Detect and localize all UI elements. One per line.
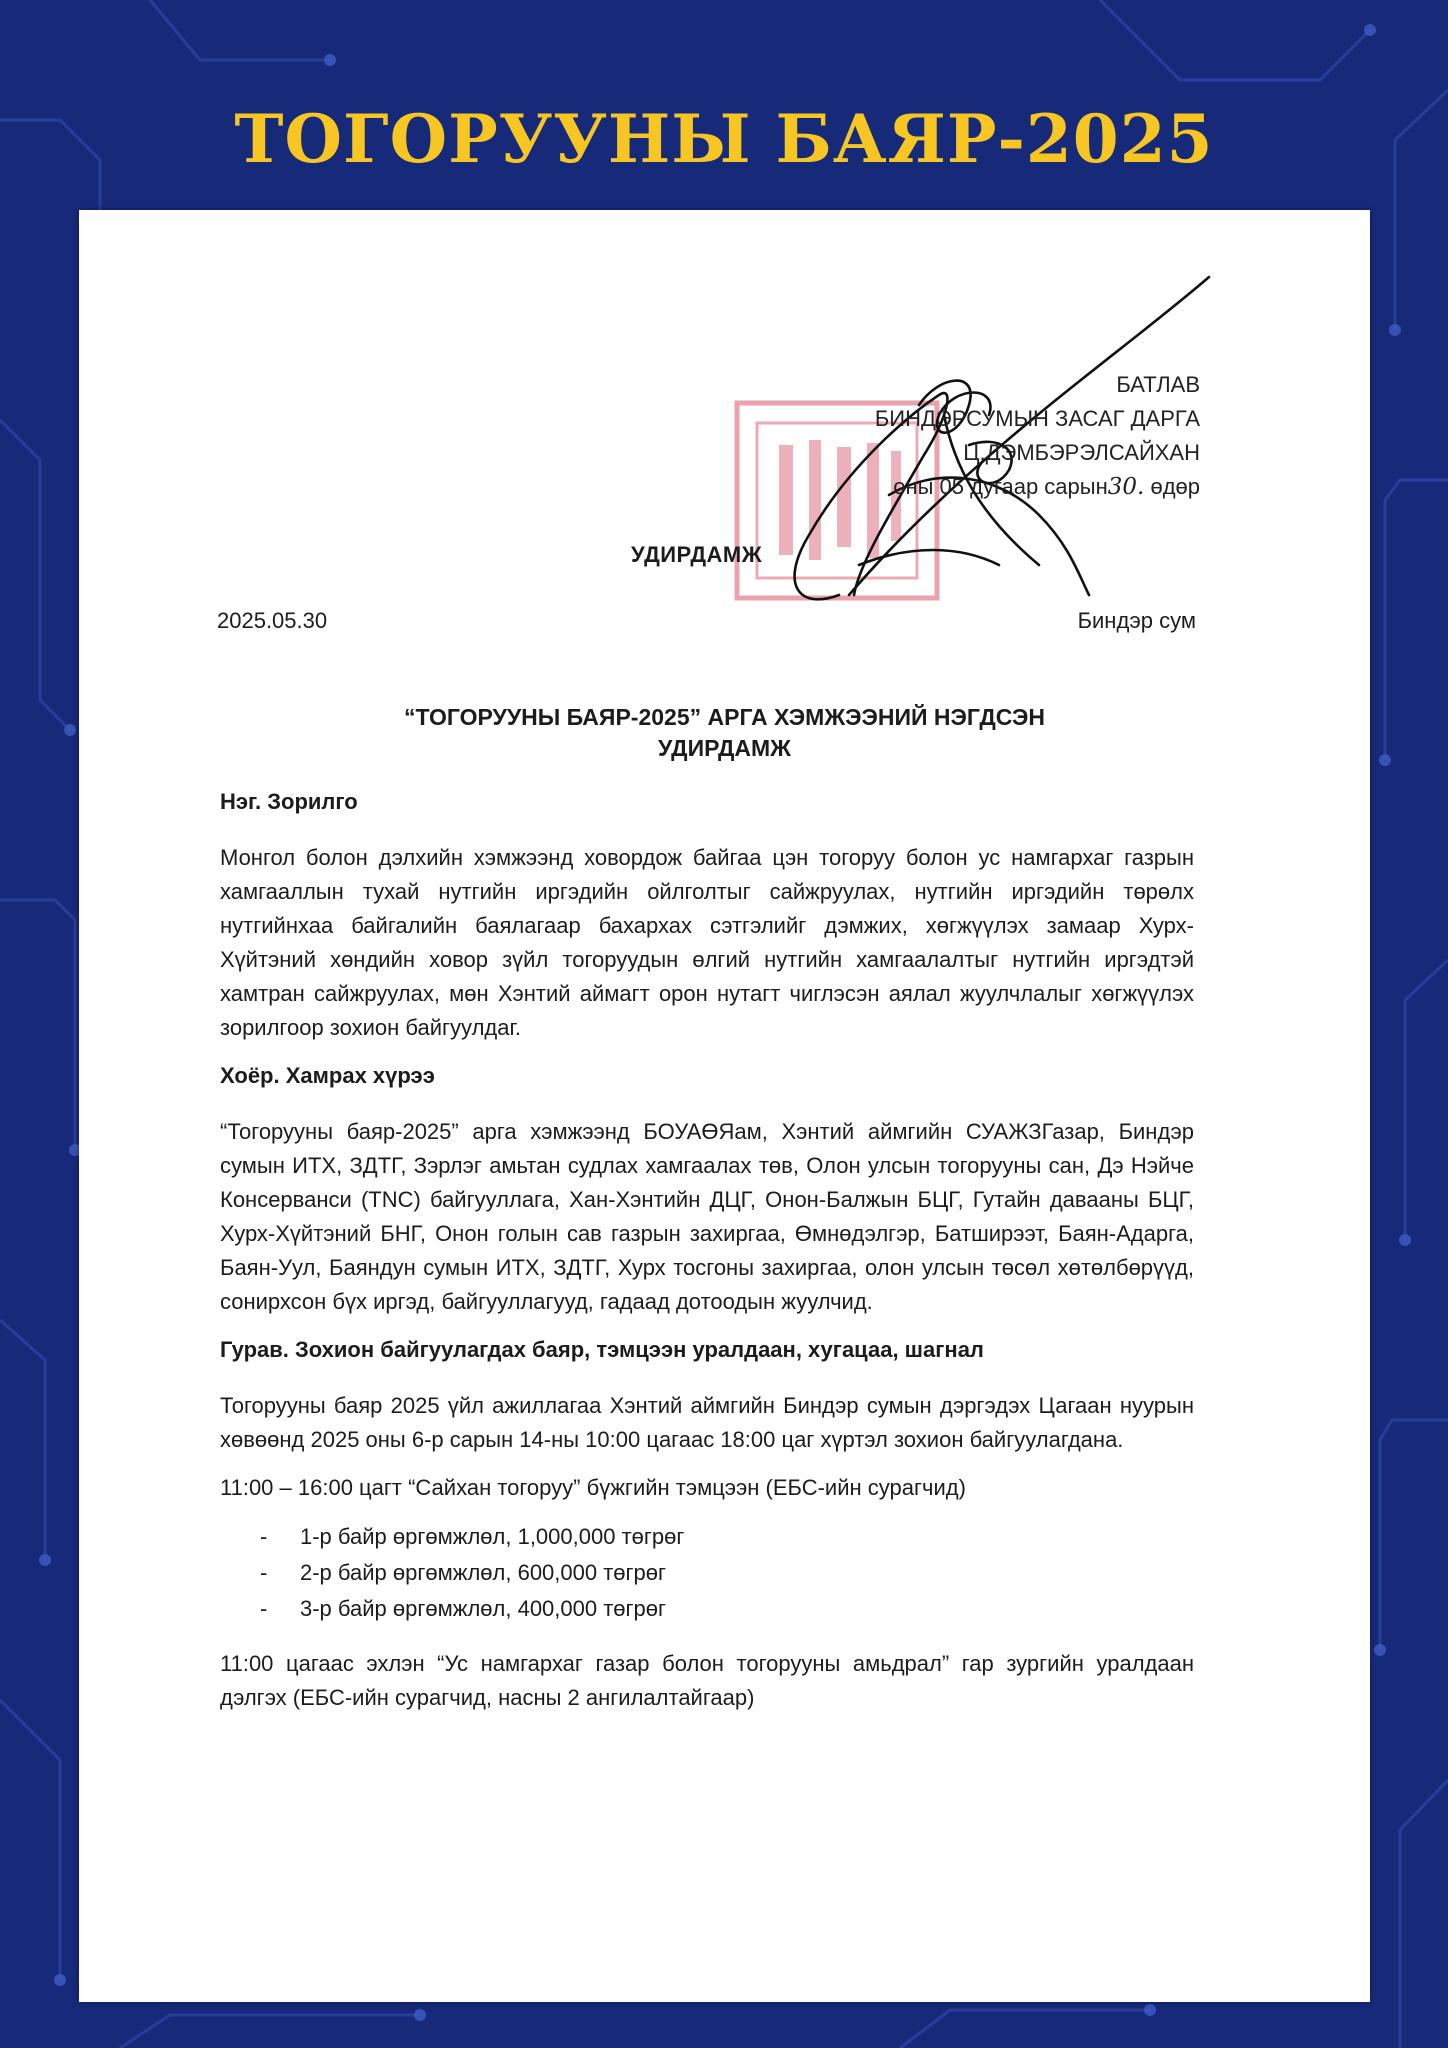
document-title-line-1: “ТОГОРУУНЫ БАЯР-2025” АРГА ХЭМЖЭЭНИЙ НЭГДСЭН: [403, 704, 1046, 730]
document-date: 2025.05.30: [217, 608, 328, 633]
approval-line-3: Ц.ДЭМБЭРЭЛСАЙХАН: [963, 440, 1200, 465]
prize-first: 1-р байр өргөмжлөл, 1,000,000 төгрөг: [300, 1524, 685, 1549]
list-item: - 3-р байр өргөмжлөл, 400,000 төгрөг: [260, 1596, 667, 1621]
section-2-text: “Тогорууны баяр-2025” арга хэмжээнд БОУАӨЯам, Хэнтий аймгийн СУАЖЗГазар, Биндэр сумын ИТХ, ЗДТГ, Зэрлэг амьтан судлах хамгаалах төв, Олон улсын тогорууны сан, Дэ Нэйче Консерванси (TNC) байгууллага, Хан-Хэнтийн ДЦГ, Онон-Балжын БЦГ, Гутайн давааны БЦГ, Хурх-Хүйтэний БНГ, Онон голын сав газрын захиргаа, Өмнөдэлгэр, Батширээт, Баян-Адарга, Баян-Уул, Баяндун сумын ИТХ, ЗДТГ, Хурх тосгоны захиргаа, олон улсын төсөл хөтөлбөрүүд, сонирхсон бүх иргэд, байгууллагууд, гадаад дотоодын жуулчид.: [220, 1119, 1194, 1314]
document-sheet: [79, 210, 1370, 2002]
list-item: - 2-р байр өргөмжлөл, 600,000 төгрөг: [260, 1560, 667, 1585]
list-item: - 1-р байр өргөмжлөл, 1,000,000 төгрөг: [260, 1524, 685, 1549]
approval-block: [780, 368, 1200, 504]
section-3-text: Тогорууны баяр 2025 үйл ажиллагаа Хэнтий аймгийн Биндэр сумын дэргэдэх Цагаан нуурын хөвөөнд 2025 оны 6-р сарын 14-ны 10:00 цагаас 18:00 цаг хүртэл зохион байгуулагдана.: [220, 1393, 1194, 1452]
approval-date-text: оны 05 дугаар сарын: [893, 474, 1108, 499]
approval-date-suffix: өдөр: [1150, 474, 1200, 499]
approval-line-2: БИНДЭРСУМЫН ЗАСАГ ДАРГА: [874, 406, 1200, 431]
approval-date-handwritten: 30.: [1107, 474, 1145, 500]
prize-second: 2-р байр өргөмжлөл, 600,000 төгрөг: [300, 1560, 667, 1585]
approval-line-1: БАТЛАВ: [1116, 372, 1200, 397]
document-place: Биндэр сум: [1077, 608, 1196, 633]
prize-list: [260, 1519, 1194, 1627]
document-page: [79, 210, 1370, 2002]
document-type: УДИРДАМЖ: [631, 542, 763, 567]
document-title-line-2: УДИРДАМЖ: [658, 735, 791, 761]
section-1-text: Монгол болон дэлхийн хэмжээнд ховордож байгаа цэн тогоруу болон ус намгархаг газрын хамгааллын тухай нутгийн иргэдийн ойлголтыг сайжруулах, нутгийн иргэдийн төрөлх нутгийнхаа байгалийн баялагаар бахархах сэтгэлийг дэмжих, хөгжүүлэх замаар Хурх-Хүйтэний хөндийн ховор зүйл тогоруудын өлгий нутгийн хамгаалалтыг нутгийн иргэдтэй хамтран сайжруулах, мөн Хэнтий аймагт орон нутагт чиглэсэн аялал жуулчлалыг хөгжүүлэх зорилгоор зохион байгуулдаг.: [220, 845, 1194, 1040]
document-body: [220, 785, 1194, 1729]
poster-title: ТОГОРУУНЫ БАЯР-2025: [234, 100, 1214, 178]
prize-third: 3-р байр өргөмжлөл, 400,000 төгрөг: [300, 1596, 667, 1621]
section-1-heading: Нэг. Зорилго: [220, 789, 358, 814]
document-title: [79, 702, 1370, 764]
approval-date: [780, 470, 1200, 504]
event-drawing-contest: 11:00 цагаас эхлэн “Ус намгархаг газар болон тогорууны амьдрал” гар зургийн уралдаан дэлгэх (ЕБС-ийн сурагчид, насны 2 ангилалтайгаар): [220, 1651, 1194, 1710]
event-dance-contest: 11:00 – 16:00 цагт “Сайхан тогоруу” бүжгийн тэмцээн (ЕБС-ийн сурагчид): [220, 1475, 966, 1500]
section-2-heading: Хоёр. Хамрах хүрээ: [220, 1063, 435, 1088]
section-3-heading: Гурав. Зохион байгуулагдах баяр, тэмцээн уралдаан, хугацаа, шагнал: [220, 1337, 984, 1362]
